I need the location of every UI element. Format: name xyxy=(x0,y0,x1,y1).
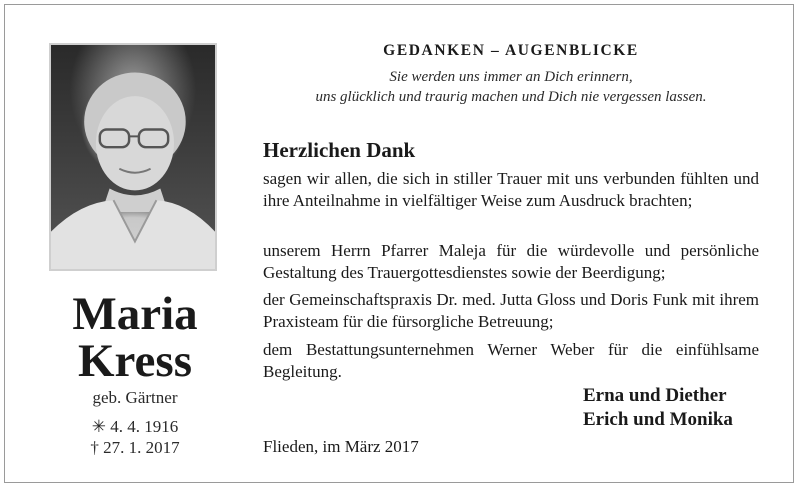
quote-line-1: Sie werden uns immer an Dich erinnern, xyxy=(389,69,633,85)
thanks-paragraph: dem Bestattungsunternehmen Werner Weber für die einfühlsame Begleitung. xyxy=(263,340,759,381)
born-name: geb. Gärtner xyxy=(92,388,178,407)
death-date: † 27. 1. 2017 xyxy=(90,438,180,457)
signature-line-2: Erich und Monika xyxy=(583,409,733,430)
signature-line-1: Erna und Diether xyxy=(583,385,727,406)
portrait-photo xyxy=(49,43,217,271)
obituary-card xyxy=(4,4,794,483)
thanks-paragraph: unserem Herrn Pfarrer Maleja für die würdevolle und persönliche Gestaltung des Trauergottesdienstes sowie der Beerdigung; xyxy=(263,241,759,282)
quote-line-2: uns glücklich und traurig machen und Dich nie vergessen lassen. xyxy=(315,89,707,105)
last-name: Kress xyxy=(77,335,192,387)
thanks-paragraph: der Gemeinschaftspraxis Dr. med. Jutta Gloss und Doris Funk mit ihrem Praxisteam für die fürsorgliche Betreuung; xyxy=(263,290,759,331)
birth-date: ✳ 4. 4. 1916 xyxy=(91,417,179,436)
thanks-heading: Herzlichen Dank xyxy=(263,138,416,162)
thanks-paragraph: sagen wir allen, die sich in stiller Trauer mit uns verbunden fühlten und ihre Anteilnahme in vielfältiger Weise zum Ausdruck brachten; xyxy=(263,169,759,210)
portrait-illustration xyxy=(51,45,215,269)
place-date: Flieden, im März 2017 xyxy=(263,437,419,456)
first-name: Maria xyxy=(72,288,198,340)
quote-heading: GEDANKEN – AUGENBLICKE xyxy=(383,42,639,59)
